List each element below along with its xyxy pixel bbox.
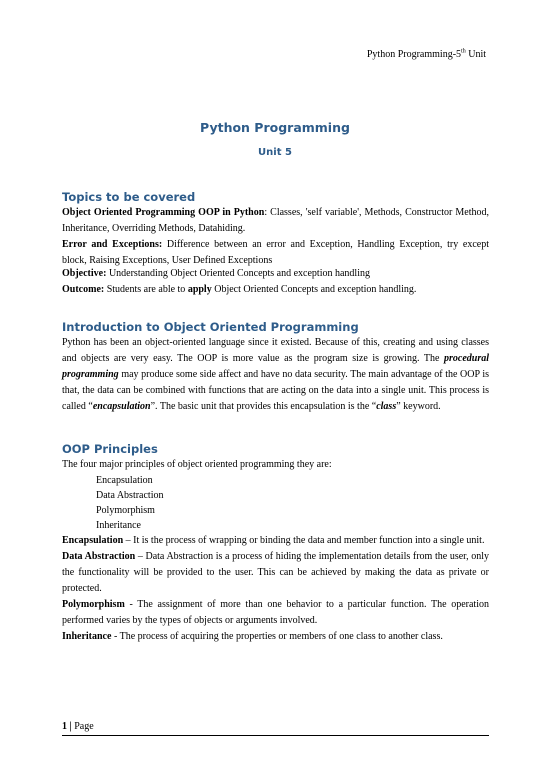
polymorphism-label: Polymorphism (62, 599, 125, 610)
objective-text: Understanding Object Oriented Concepts and exception handling (106, 268, 370, 279)
objectives-section (62, 266, 489, 298)
outcome-text-before: Students are able to (104, 284, 188, 295)
outcome-apply: apply (187, 284, 212, 295)
intro-class: class (376, 401, 397, 412)
inheritance-label: Inheritance (62, 631, 112, 642)
encapsulation-label: Encapsulation (62, 535, 124, 546)
principles-section (62, 442, 489, 645)
intro-text-3: ”. The basic unit that provides this encapsulation is the “ (150, 401, 377, 412)
footer-divider (62, 735, 489, 736)
inheritance-text: - The process of acquiring the properties or members of one class to another class. (111, 631, 443, 642)
topics-errors-text: Difference between an error and Exception, Handling Exception, try except block, Raising Exceptions, User Defined Exceptions (62, 239, 490, 266)
header-superscript: th (461, 48, 466, 55)
list-item: Encapsulation (96, 475, 153, 486)
footer-separator: | (67, 721, 75, 732)
abstraction-text: – Data Abstraction is a process of hiding the implementation details from the user, only the functionality will be provided to the user. This can be achieved by making the data as private or protected. (62, 551, 489, 594)
intro-heading: Introduction to Object Oriented Programming (62, 320, 359, 334)
inheritance-paragraph (62, 629, 489, 645)
page-number: 1 (62, 721, 67, 732)
objective-line (62, 266, 489, 282)
outcome-label: Outcome: (62, 284, 105, 295)
outcome-line (62, 282, 489, 298)
abstraction-label: Data Abstraction (62, 551, 136, 562)
intro-text-1: Python has been an object-oriented language since it existed. Because of this, creating and using classes and objects are very easy. The OOP is more value as the program size is growing. The (62, 337, 489, 364)
intro-encapsulation: encapsulation (92, 401, 151, 412)
list-item: Polymorphism (96, 505, 155, 516)
polymorphism-paragraph (62, 597, 489, 629)
topics-errors-paragraph (62, 237, 489, 269)
list-item: Data Abstraction (96, 490, 164, 501)
document-title: Python Programming (200, 120, 350, 135)
intro-section (62, 320, 489, 415)
outcome-text-after: Object Oriented Concepts and exception handling. (211, 284, 417, 295)
topics-heading: Topics to be covered (62, 190, 196, 204)
intro-text-4: ” keyword. (396, 401, 441, 412)
intro-procedural: procedural programming (62, 353, 489, 380)
principles-intro: The four major principles of object oriented programming they are: (62, 459, 332, 470)
topics-errors-label: Error and Exceptions: (62, 239, 163, 250)
abstraction-paragraph (62, 549, 489, 597)
principles-heading: OOP Principles (62, 442, 158, 456)
title-block (0, 120, 550, 160)
page-header (367, 49, 486, 61)
topics-oop-paragraph (62, 205, 489, 237)
intro-text-2: may produce some side affect and have no data security. The main advantage of the OOP is that, the data can be combined with functions that are acting on the data into a single unit. This process is called “ (62, 369, 489, 412)
header-text: Python Programming-5 (366, 49, 462, 60)
topics-oop-label: Object Oriented Programming OOP in Python (62, 207, 265, 218)
page-label: Page (74, 721, 94, 732)
intro-paragraph (62, 335, 489, 415)
document-subtitle: Unit 5 (258, 147, 292, 158)
polymorphism-text: - The assignment of more than one behavior to a particular function. The operation performed varies by the types of objects or arguments involved. (62, 599, 489, 626)
objective-label: Objective: (62, 268, 107, 279)
encapsulation-paragraph (62, 533, 489, 549)
topics-oop-text: : Classes, 'self variable', Methods, Constructor Method, Inheritance, Overriding Methods, Datahiding. (62, 207, 489, 234)
list-item: Inheritance (96, 520, 141, 531)
header-unit: Unit (465, 49, 486, 60)
encapsulation-text: – It is the process of wrapping or binding the data and member function into a single unit. (123, 535, 485, 546)
topics-section (62, 190, 489, 269)
page-footer (62, 721, 94, 732)
principles-list (62, 473, 489, 533)
